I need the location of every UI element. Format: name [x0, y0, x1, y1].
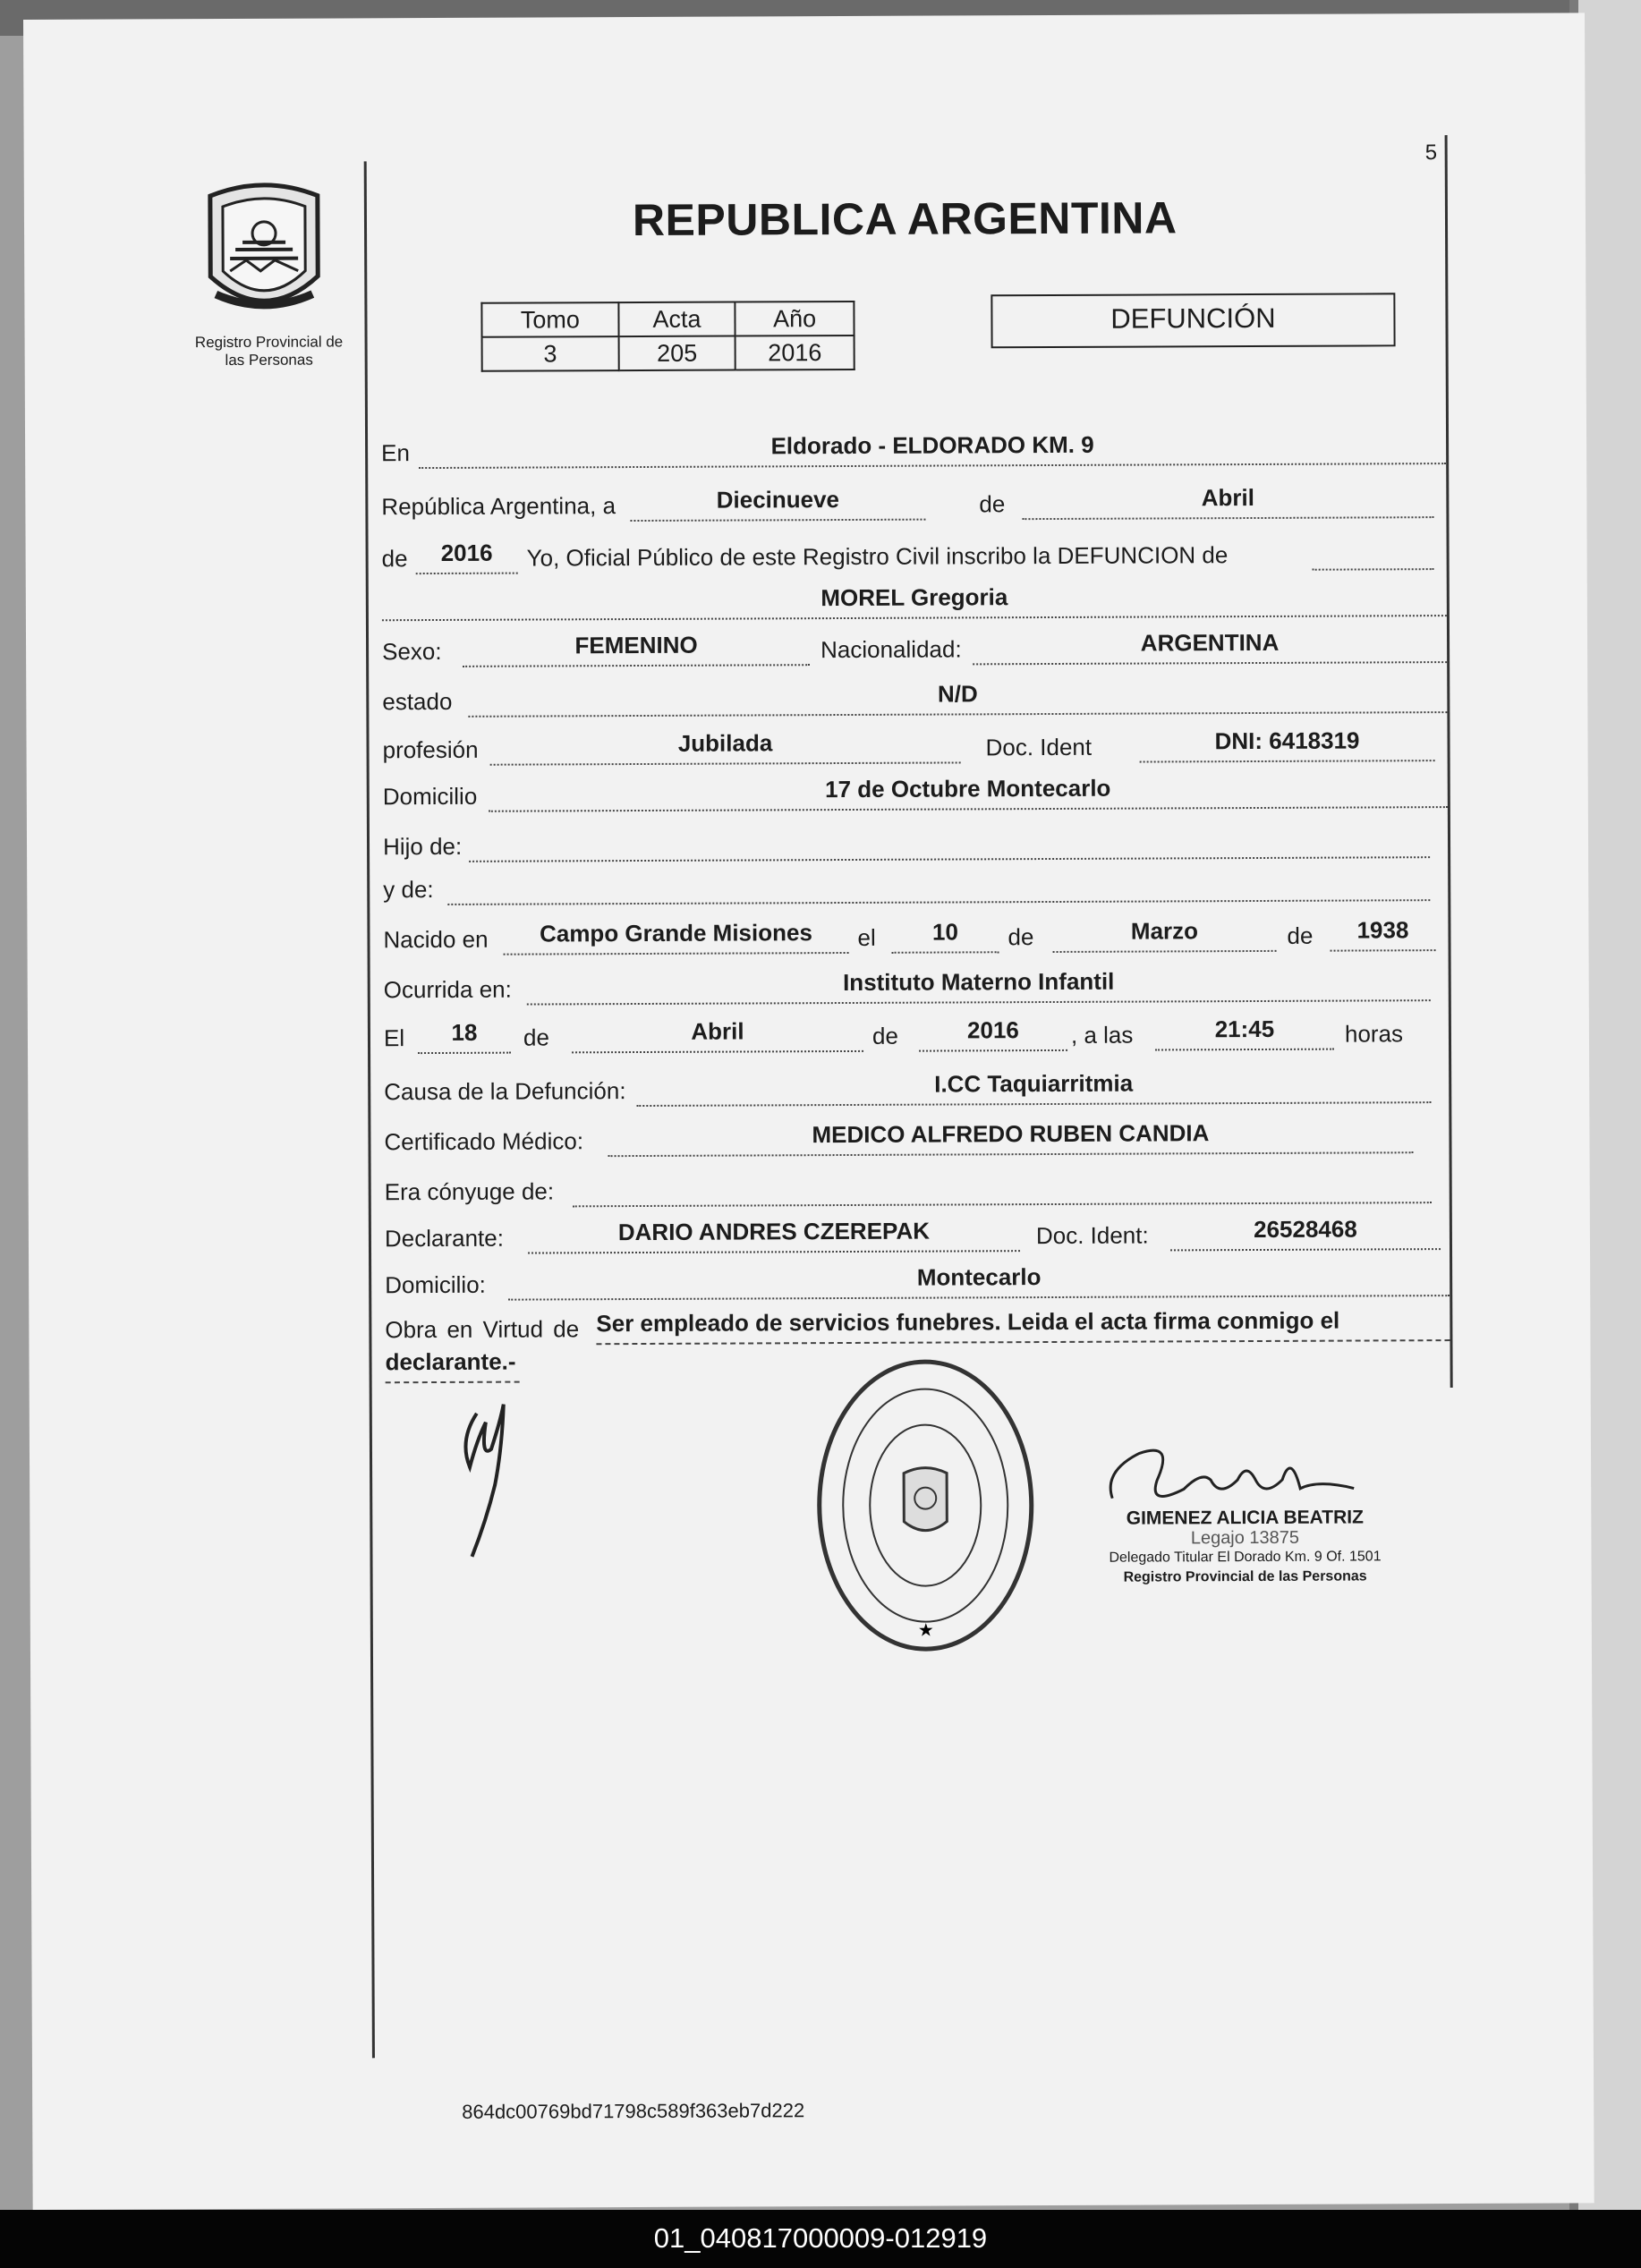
value-reason-line-1: Ser empleado de servicios funebres. Leida el acta firma conmigo el	[596, 1306, 1340, 1338]
svg-text:★: ★	[917, 1618, 934, 1641]
value-death-day: 18	[451, 1018, 478, 1046]
row-domicile	[383, 770, 1448, 814]
field-declarant	[528, 1214, 1020, 1253]
label-doc-ident-2: Doc. Ident:	[1035, 1221, 1149, 1250]
row-name	[382, 579, 1447, 623]
label-nacionalidad: Nacionalidad:	[820, 635, 962, 664]
page-number: 5	[1424, 140, 1438, 166]
registry-line-1: Registro Provincial de	[194, 333, 344, 352]
value-doc-ident: DNI: 6418319	[1214, 726, 1360, 755]
label-domicilio-2: Domicilio:	[385, 1270, 486, 1299]
footer-bar	[0, 2210, 1641, 2268]
label-el: el	[857, 923, 876, 951]
value-birth-year: 1938	[1356, 916, 1409, 944]
registry-caption	[175, 333, 363, 370]
value-declarant: DARIO ANDRES CZEREPAK	[617, 1217, 931, 1246]
label-de-birth-month: de	[1008, 923, 1034, 951]
row-declarant-domicile	[385, 1259, 1450, 1303]
field-reason-line-1	[596, 1304, 1450, 1345]
field-death-year	[919, 1014, 1067, 1052]
field-y-de	[447, 863, 1430, 905]
row-cause	[384, 1066, 1431, 1109]
table-header-cell: Año	[735, 302, 855, 336]
field-hijo-de	[469, 820, 1430, 862]
row-death-place	[384, 964, 1431, 1007]
label-estado: estado	[382, 687, 453, 716]
label-declarante: Declarante:	[384, 1224, 504, 1253]
label-y-de: y de:	[383, 876, 434, 904]
label-republica: República Argentina, a	[381, 492, 616, 521]
official-registry: Registro Provincial de las Personas	[1123, 1568, 1367, 1585]
label-causa: Causa de la Defunción:	[384, 1077, 626, 1106]
value-doc-ident-2: 26528468	[1254, 1215, 1357, 1244]
label-profesion: profesión	[382, 735, 479, 764]
value-place: Eldorado - ELDORADO KM. 9	[770, 430, 1094, 460]
label-conyuge: Era cónyuge de:	[384, 1177, 555, 1206]
field-death-time	[1155, 1013, 1334, 1051]
record-table	[480, 301, 855, 372]
value-spouse	[573, 1196, 1432, 1200]
row-parent-2	[383, 863, 1430, 907]
field-birth-month	[1052, 914, 1276, 953]
value-sexo: FEMENINO	[574, 631, 698, 659]
page-title: REPUBLICA ARGENTINA	[632, 192, 1178, 246]
field-oficial-blank	[1313, 532, 1434, 571]
label-obra: Obra en Virtud de	[385, 1315, 580, 1344]
value-death-time: 21:45	[1214, 1015, 1275, 1043]
value-declarant-domicile: Montecarlo	[916, 1263, 1042, 1291]
table-header-cell: Tomo	[481, 302, 618, 337]
value-year: 2016	[440, 539, 493, 566]
field-death-place	[527, 964, 1431, 1005]
label-nacido-en: Nacido en	[383, 925, 489, 954]
record-table-header	[481, 302, 854, 337]
row-death-date	[384, 1012, 1449, 1056]
field-month	[1022, 480, 1433, 520]
label-de: de	[979, 490, 1006, 518]
registry-line-2: las Personas	[225, 351, 313, 370]
document-hash: 864dc00769bd71798c589f363eb7d222	[462, 2099, 805, 2123]
value-day: Diecinueve	[716, 486, 840, 514]
label-de-year: de	[381, 545, 408, 573]
row-certificate	[384, 1116, 1413, 1159]
value-death-month: Abril	[691, 1017, 744, 1045]
label-el-death: El	[383, 1024, 405, 1052]
field-name	[382, 579, 1447, 621]
row-year	[382, 532, 1447, 576]
value-estado: N/D	[937, 680, 978, 708]
field-place	[419, 427, 1446, 469]
value-certificate: MEDICO ALFREDO RUBEN CANDIA	[812, 1119, 1210, 1149]
footer-id: 01_040817000009-012919	[653, 2222, 988, 2254]
table-cell: 205	[618, 336, 735, 371]
record-table-row	[482, 336, 855, 371]
label-en: En	[381, 439, 410, 467]
field-nacionalidad	[973, 625, 1447, 665]
label-a-las: , a las	[1070, 1021, 1134, 1049]
label-domicilio: Domicilio	[382, 782, 478, 811]
field-reason-line-2	[385, 1346, 519, 1384]
table-cell: 3	[482, 336, 619, 371]
value-profesion: Jubilada	[677, 729, 773, 757]
value-month: Abril	[1201, 484, 1255, 512]
certificate-page	[23, 13, 1594, 2210]
value-nacionalidad: ARGENTINA	[1140, 628, 1280, 657]
row-profession	[382, 724, 1447, 768]
field-birth-day	[891, 915, 999, 954]
row-declarant	[385, 1212, 1441, 1256]
field-domicilio	[489, 770, 1448, 812]
row-birth	[383, 913, 1448, 957]
label-de-birth-year: de	[1287, 922, 1314, 949]
field-birthplace	[503, 916, 848, 956]
field-declarant-domicile	[508, 1259, 1450, 1301]
row-place	[381, 427, 1446, 471]
value-y-de	[447, 894, 1430, 898]
field-cause	[636, 1066, 1431, 1107]
value-cause: I.CC Taquiarritmia	[934, 1069, 1134, 1098]
registry-stamp	[817, 1359, 1034, 1652]
field-certificate	[608, 1116, 1413, 1157]
field-birth-year	[1330, 913, 1435, 952]
row-estado	[382, 675, 1447, 719]
row-date	[381, 480, 1446, 524]
label-de-death-year: de	[872, 1022, 898, 1049]
official-title: Delegado Titular El Dorado Km. 9 Of. 1501	[1109, 1549, 1382, 1566]
row-reason	[385, 1304, 1450, 1347]
value-hijo-de	[469, 851, 1430, 855]
value-death-place: Instituto Materno Infantil	[842, 967, 1115, 997]
value-birth-month: Marzo	[1130, 917, 1199, 945]
field-death-day	[418, 1016, 511, 1054]
label-certificado: Certificado Médico:	[384, 1127, 584, 1156]
oficial-text: Yo, Oficial Público de este Registro Civil inscribo la DEFUNCION de	[526, 541, 1229, 572]
stamp-graphic	[821, 1363, 1030, 1647]
record-type-box: DEFUNCIÓN	[991, 293, 1395, 348]
label-doc-ident: Doc. Ident	[985, 733, 1093, 761]
row-parent-1	[383, 820, 1430, 864]
field-doc-ident-2	[1170, 1212, 1441, 1251]
value-birth-day: 10	[931, 918, 958, 946]
row-spouse	[385, 1166, 1432, 1210]
label-ocurrida-en: Ocurrida en:	[383, 975, 512, 1004]
field-year	[416, 537, 518, 574]
field-estado	[468, 675, 1447, 718]
misiones-seal-logo	[203, 178, 326, 322]
table-cell: 2016	[735, 336, 855, 370]
row-sex	[382, 625, 1447, 669]
table-header-cell: Acta	[618, 302, 735, 337]
label-sexo: Sexo:	[382, 637, 442, 666]
label-horas: horas	[1344, 1020, 1404, 1048]
field-spouse	[573, 1166, 1432, 1207]
value-reason-line-2: declarante.-	[385, 1347, 516, 1376]
label-hijo-de: Hijo de:	[382, 832, 463, 861]
field-doc-ident	[1139, 724, 1434, 762]
field-profesion	[489, 726, 960, 765]
official-legajo: Legajo 13875	[1190, 1527, 1300, 1549]
value-death-year: 2016	[966, 1016, 1019, 1044]
official-name: GIMENEZ ALICIA BEATRIZ	[1126, 1507, 1364, 1529]
left-margin-line	[364, 161, 375, 2058]
value-birthplace: Campo Grande Misiones	[539, 919, 812, 947]
label-de-death-month: de	[523, 1024, 549, 1051]
declarant-signature	[450, 1387, 531, 1566]
official-signature	[1094, 1434, 1381, 1516]
field-death-month	[572, 1015, 863, 1053]
official-block	[1084, 1508, 1406, 1588]
value-name: MOREL Gregoria	[820, 583, 1008, 612]
field-sexo	[463, 628, 810, 667]
value-domicilio: 17 de Octubre Montecarlo	[825, 774, 1111, 803]
row-reason-2	[385, 1345, 564, 1385]
field-day	[630, 483, 925, 522]
